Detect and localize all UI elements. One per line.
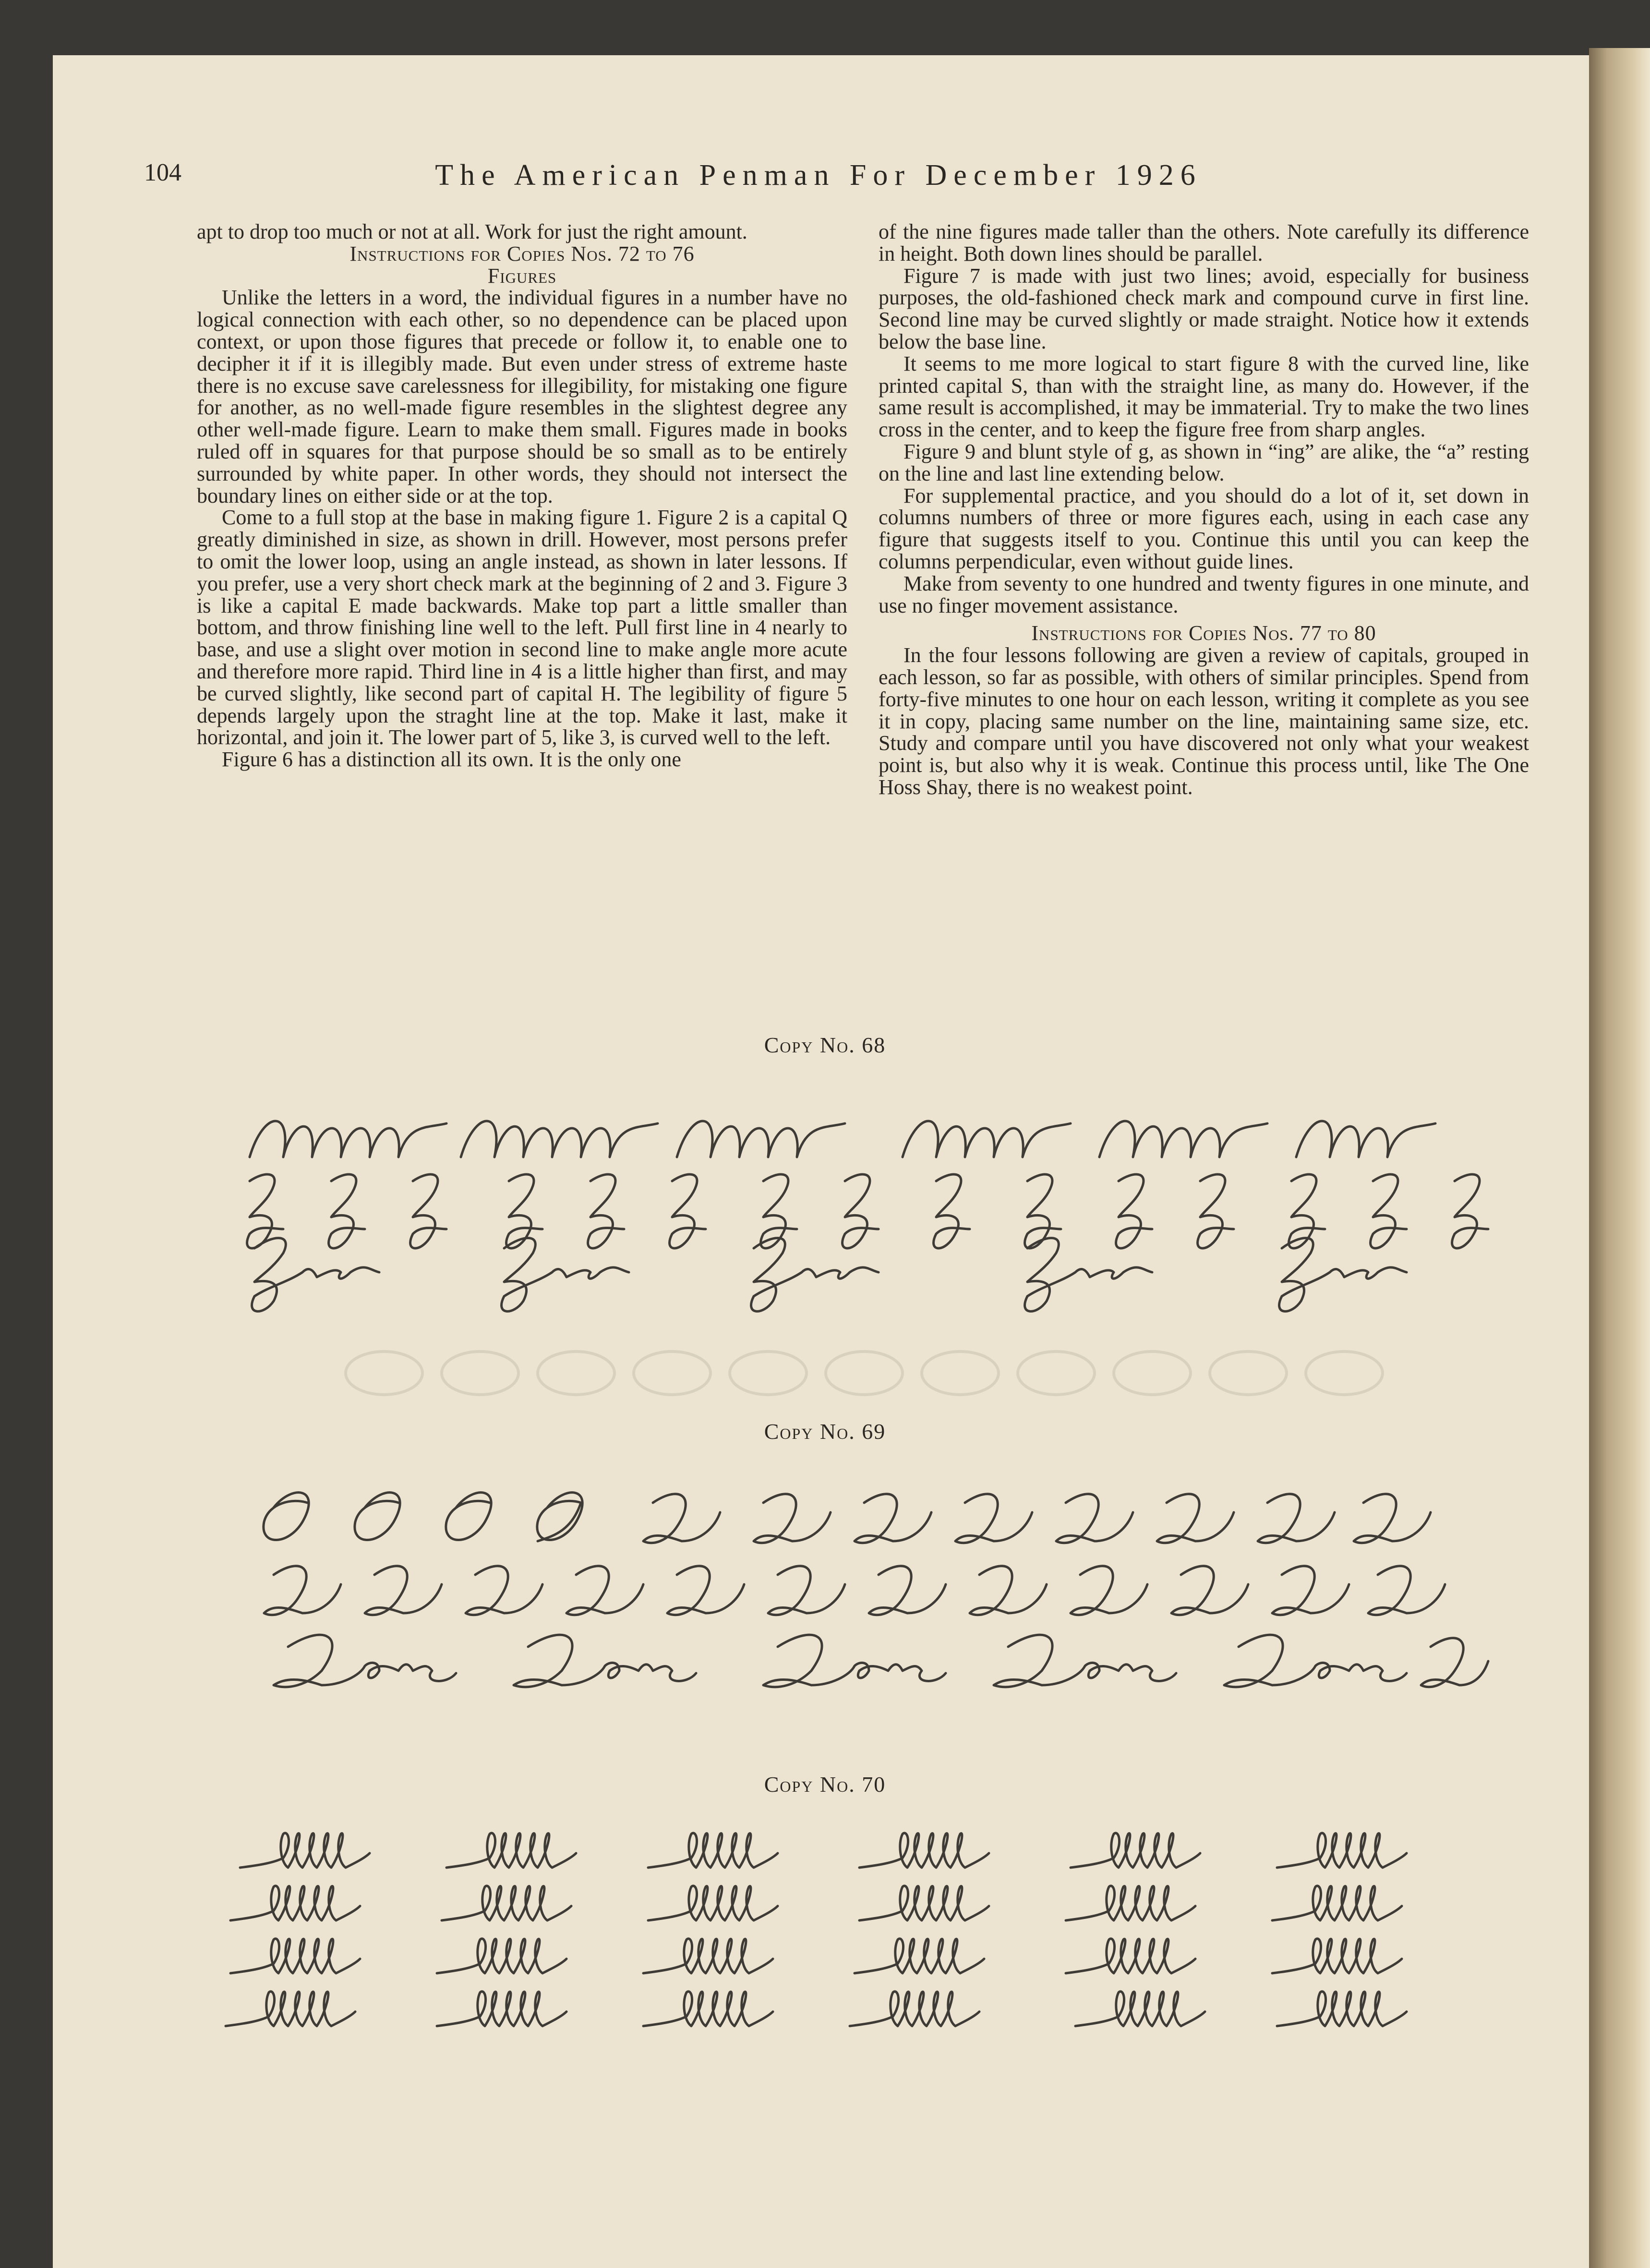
- running-title: [144, 158, 1493, 193]
- title-word: American: [514, 159, 686, 192]
- paragraph: Figure 6 has a distinction all its own. It is the only one: [222, 748, 681, 772]
- script-line: [230, 1886, 1402, 1920]
- script-line: [252, 1238, 1407, 1312]
- script-line: [643, 1494, 1431, 1543]
- script-line: [264, 1566, 1445, 1615]
- title-word: Penman: [699, 159, 836, 192]
- title-word: For: [849, 159, 912, 192]
- paragraph: In the four lessons following are given a review of capitals, grouped in each lesson, so far as possible, with others of similar principles. Spend from forty-five minutes to one hour on each lesson, writing it complete as you see it in copy, placing same number on the line, maintaining same size, etc. Study and compare until you have discovered not only what your weakest point is, but also why it is weak. Continue this process until, like The One Hoss Shay, there is no weakest point.: [879, 643, 1529, 799]
- section-heading: Instructions for Copies Nos. 72 to 76: [349, 241, 695, 265]
- section-heading: Instructions for Copies Nos. 77 to 80: [1031, 621, 1376, 645]
- copy-label: Copy No. 69: [764, 1419, 886, 1444]
- paragraph: For supplemental practice, and you should do a lot of it, set down in columns numbers of three or more figures each, using in each case any figure that suggests itself to you. Continue this until you can keep the columns perpendicular, even without guide lines.: [879, 483, 1529, 573]
- paragraph: of the nine figures made taller than the others. Note carefully its difference in height. Both down lines should be parallel.: [879, 220, 1529, 265]
- copy-68-script: [221, 1090, 1498, 1320]
- section-subheading: Figures: [487, 264, 557, 288]
- copy-69-script: [221, 1469, 1498, 1695]
- page-edge: [1589, 48, 1650, 2268]
- script-line: [250, 1121, 1435, 1157]
- script-line: [274, 1635, 1488, 1687]
- right-column: [879, 221, 1529, 798]
- copy-70-script: [221, 1824, 1498, 2045]
- copy-label: Copy No. 68: [764, 1033, 886, 1057]
- show-through-ovals: [336, 1344, 1440, 1402]
- running-header: [144, 158, 1493, 197]
- page-number: 104: [144, 159, 181, 186]
- script-line: [264, 1493, 582, 1541]
- paragraph: apt to drop too much or not at all. Work for just the right amount.: [197, 220, 747, 243]
- script-line: [240, 1833, 1407, 1868]
- paragraph: Unlike the letters in a word, the individual figures in a number have no logical connection with each other, so no dependence can be placed upon context, or upon those figures that precede or follow it, to enable one to decipher it if it is illegibly made. But even under stress of extreme haste there is no excuse save carelessness for illegibility, for mistaking one figure for another, as no well-made figure resembles in the slightest degree any other well-made figure. Learn to make them small. Figures made in books ruled off in squares for that purpose should be so small as to be entirely surrounded by white paper. In other words, they should not intersect the boundary lines on either side or at the top.: [197, 286, 847, 507]
- paragraph: It seems to me more logical to start figure 8 with the curved line, like printed capital S, than with the straight line, as many do. However, if the same result is accomplished, it may be immaterial. Try to make the two lines cross in the center, and to keep the figure free from sharp angles.: [879, 351, 1529, 442]
- title-word: The: [435, 159, 502, 192]
- script-line: [226, 1991, 1407, 2026]
- paragraph: Make from seventy to one hundred and twenty figures in one minute, and use no finger movement assistance.: [879, 571, 1529, 617]
- script-line: [230, 1939, 1402, 1973]
- left-column: [197, 221, 847, 771]
- paragraph: Come to a full stop at the base in making figure 1. Figure 2 is a capital Q greatly diminished in size, as shown in drill. However, most persons prefer to omit the lower loop, using an angle instead, as shown in later lessons. If you prefer, use a very short check mark at the beginning of 2 and 3. Figure 3 is like a capital E made backwards. Make top part a little smaller than bottom, and throw finishing line well to the left. Pull first line in 4 nearly to base, and use a slight over motion in second line to make angle more acute and therefore more rapid. Third line in 4 is a little higher than first, and may be curved slightly, like second part of capital H. The legibility of figure 5 depends largely upon the straght line at the top. Make it last, make it horizontal, and join it. The lower part of 5, like 3, is curved well to the left.: [197, 506, 847, 749]
- paragraph: Figure 7 is made with just two lines; avoid, especially for business purposes, the old-fashioned check mark and compound curve in first line. Second line may be curved slightly or made straight. Notice how it extends below the base line.: [879, 264, 1529, 353]
- paragraph: Figure 9 and blunt style of g, as shown in “ing” are alike, the “a” resting on the line and last line extending below.: [879, 439, 1529, 485]
- title-word: December: [925, 159, 1102, 192]
- copy-label: Copy No. 70: [764, 1772, 886, 1797]
- title-year: 1926: [1115, 159, 1202, 192]
